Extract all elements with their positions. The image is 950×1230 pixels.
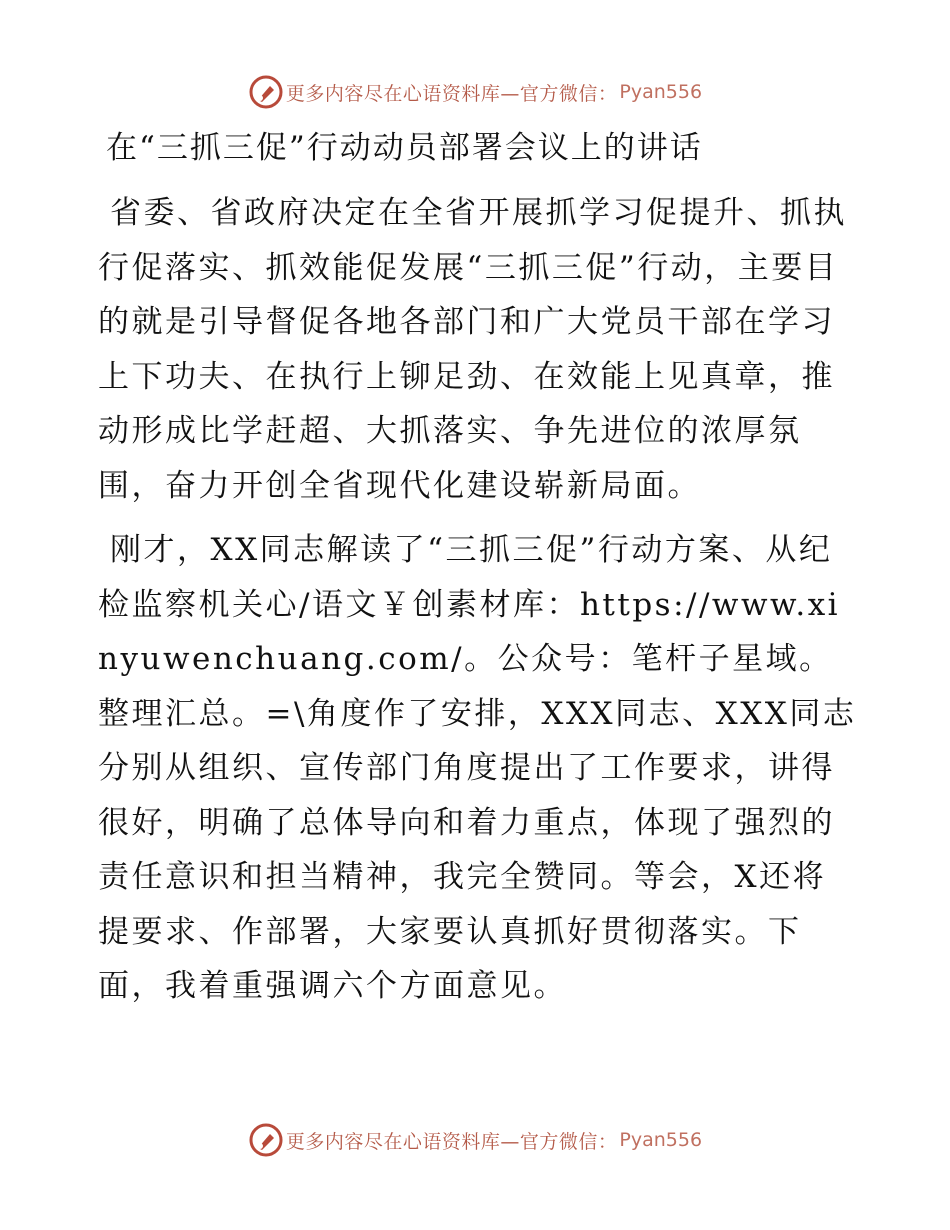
paragraph-2: 刚才，XX同志解读了“三抓三促”行动方案、从纪检监察机关心/语文￥创素材库：https://www.xinyuwenchuang.com/。公众号：笔杆子星域。整理汇总。=\角度作了安排，XXX同志、XXX同志分别从组织、宣传部门角度提出了工作要求，讲得很好，明确了总体导向和着力重点，体现了强烈的责任意识和担当精神，我完全赞同。等会，X还将提要求、作部署，大家要认真抓好贯彻落实。下面，我着重强调六个方面意见。 — [98, 532, 857, 1004]
document-title: 在“三抓三促”行动动员部署会议上的讲话 — [106, 130, 703, 166]
watermark-contact: Pyan556 — [619, 81, 703, 103]
document-body — [98, 120, 858, 1014]
watermark-banner-bottom — [0, 1118, 950, 1162]
watermark-text: 更多内容尽在心语资料库—官方微信： — [285, 1130, 618, 1153]
watermark-contact: Pyan556 — [619, 1129, 703, 1151]
pen-nib-logo-icon — [248, 74, 284, 110]
pen-nib-logo-icon — [248, 1122, 284, 1158]
watermark-banner-top — [0, 70, 950, 114]
watermark-text: 更多内容尽在心语资料库—官方微信： — [285, 82, 618, 105]
paragraph-1: 省委、省政府决定在全省开展抓学习促提升、抓执行促落实、抓效能促发展“三抓三促”行动，主要目的就是引导督促各地各部门和广大党员干部在学习上下功夫、在执行上铆足劲、在效能上见真章，推动形成比学赶超、大抓落实、争先进位的浓厚氛围，奋力开创全省现代化建设崭新局面。 — [98, 195, 847, 504]
